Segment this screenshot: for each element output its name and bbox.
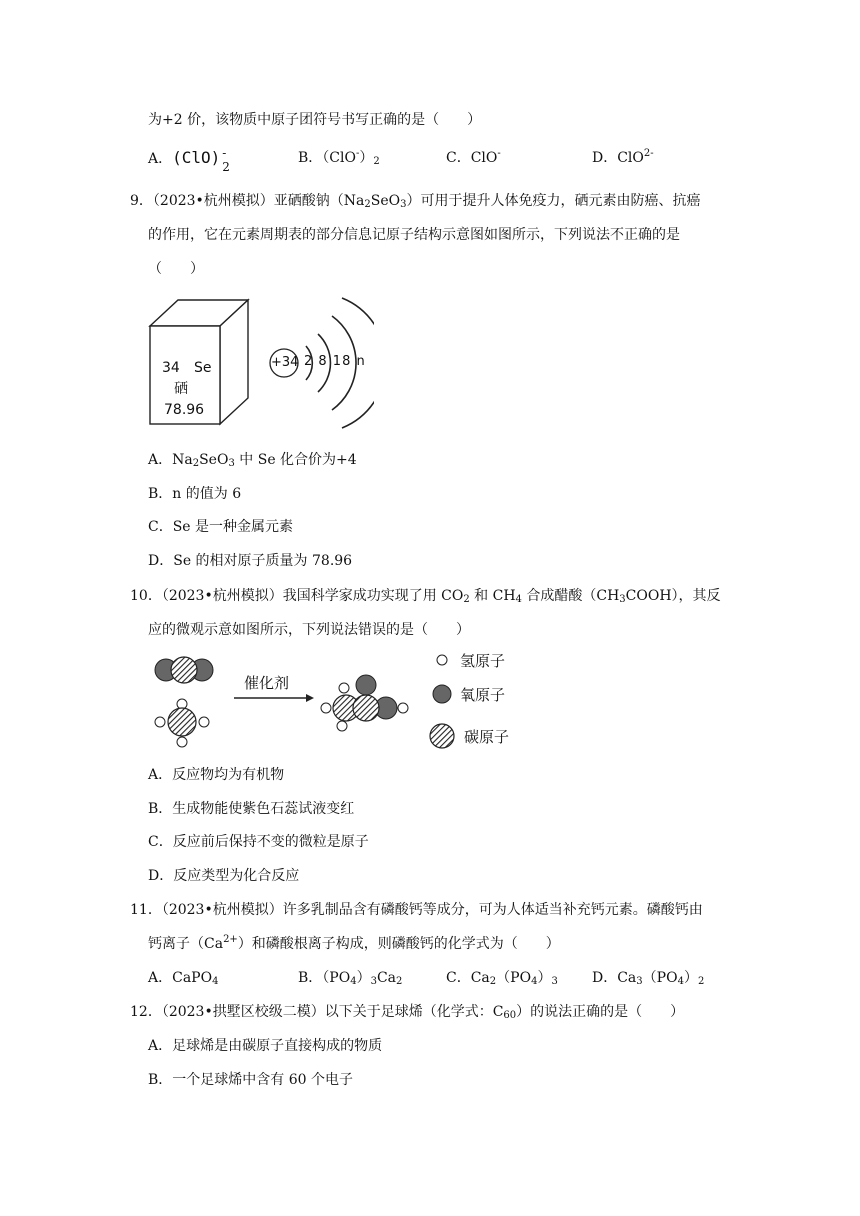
q9-stem-line3: （ ） [148,261,204,277]
q11-options [148,968,748,992]
element-symbol: Se [194,360,212,376]
q9-option-d: D．Se 的相对原子质量为 78.96 [148,553,353,569]
shell-electron-counts: 2 8 18 n [304,354,366,369]
q8-option-b: B．$(ClO^-)_2$ [298,148,380,167]
q8-option-c: C．ClO- [446,148,501,166]
co2-molecule [155,657,213,683]
q10-option-b: B．生成物能使紫色石蕊试液变红 [148,801,355,817]
legend-carbon-symbol [430,724,454,748]
legend-hydrogen-label: 氢原子 [460,652,506,670]
q9-option-a: A．$Na_2SeO_3$ 中 Se 化合价为+4 [148,452,357,469]
periodic-table-cell-figure [148,296,258,432]
q10-stem-line2: 应的微观示意如图所示，下列说法错误的是（ ） [148,622,470,638]
atomic-number: 34 [162,360,180,376]
nucleus-charge: +34 [271,355,299,370]
q9-option-b: B．n 的值为 6 [148,486,242,502]
q12-stem-line1: 12．（2023•拱墅区校级二模）以下关于足球烯（化学式：$C_{60}$）的说法正确的是（ ） [130,1004,685,1021]
catalyst-label: 催化剂 [244,674,290,692]
q12-option-b: B．一个足球烯中含有 60 个电子 [148,1072,354,1088]
q11-stem-line1: 11．（2023•杭州模拟）许多乳制品含有磷酸钙等成分，可为人体适当补充钙元素。磷酸钙由 [130,902,703,918]
legend-carbon-label: 碳原子 [464,728,510,746]
atomic-structure-diagram [264,290,374,430]
element-name: 硒 [174,381,188,397]
q8-option-d: D．ClO$^{2-}$ [592,148,654,166]
atomic-mass: 78.96 [164,402,205,418]
reaction-arrow [234,694,314,702]
acetic-acid-molecule [321,675,408,731]
q9-option-c: C．Se 是一种金属元素 [148,519,294,535]
legend-oxygen-symbol [433,685,451,703]
q11-stem-line2: 钙离子$(Ca^{2+})$和磷酸根离子构成，则磷酸钙的化学式为（ ） [148,934,560,952]
q11-option-d: D．$Ca_3(PO_4)_2$ [592,970,705,987]
q8-option-a: A．(ClO) - 2 [148,146,230,174]
q9-stem-line1: 9．（2023•杭州模拟）亚硒酸钠$(Na_2SeO_3)$可用于提升人体免疫力，硒元素由防癌、抗癌 [130,193,701,210]
q11-option-a: A．CaPO$_4$ [148,970,219,987]
legend-hydrogen-symbol [437,655,447,665]
q12-option-a: A．足球烯是由碳原子直接构成的物质 [148,1038,383,1054]
q9-stem-line2: 的作用，它在元素周期表的部分信息记原子结构示意图如图所示，下列说法不正确的是 [148,227,680,243]
q8-options [148,148,668,174]
reaction-micro-diagram [148,648,528,752]
q10-option-d: D．反应类型为化合反应 [148,868,300,884]
q11-option-b: B．$(PO_4)_3Ca_2$ [298,970,403,987]
q10-stem-line1: 10．（2023•杭州模拟）我国科学家成功实现了用 $CO_2$ 和 $CH_4$ 合成醋酸$(CH_3COOH)$，其反 [130,588,721,605]
q8-option-a-formula: (ClO) [172,148,221,167]
ch4-molecule [155,699,209,747]
q11-option-c: C．$Ca_2(PO_4)_3$ [446,970,558,987]
legend-oxygen-label: 氧原子 [460,686,506,704]
q10-option-a: A．反应物均为有机物 [148,767,285,783]
q10-option-c: C．反应前后保持不变的微粒是原子 [148,834,369,850]
q8-continuation: 为+2 价，该物质中原子团符号书写正确的是（ ） [148,112,482,128]
